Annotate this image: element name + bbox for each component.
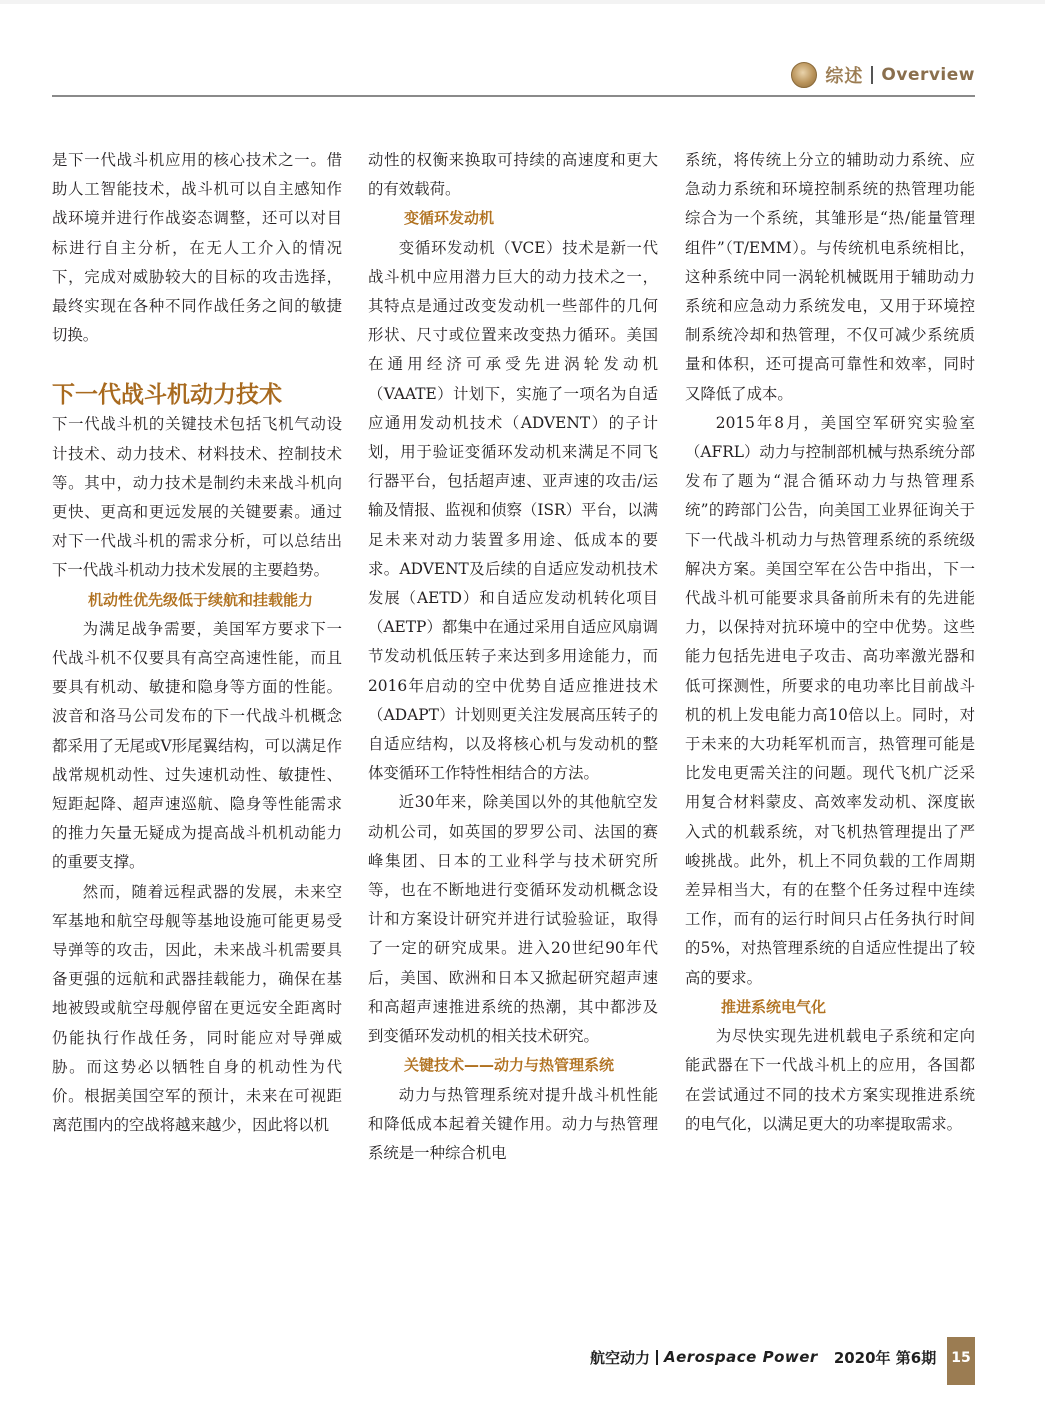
paragraph: 是下一代战斗机应用的核心技术之一。借助人工智能技术，战斗机可以自主感知作战环境并进行作战姿态调整，还可以对目标进行自主分析，在无人工介入的情况下，完成对威胁较大的目标的攻击选择，最终实现在各种不同作战任务之间的敏捷切换。 bbox=[52, 151, 342, 345]
section-title-en: Overview bbox=[881, 65, 975, 85]
paragraph: 为尽快实现先进机载电子系统和定向能武器在下一代战斗机上的应用，各国都在尝试通过不同的技术方案实现推进系统的电气化，以满足更大的功率提取需求。 bbox=[685, 1027, 975, 1133]
subsection-heading: 关键技术——动力与热管理系统 bbox=[404, 1056, 615, 1075]
header-rule bbox=[52, 95, 975, 97]
journal-name-cn: 航空动力 bbox=[590, 1348, 651, 1367]
subsection-heading: 机动性优先级低于续航和挂载能力 bbox=[88, 590, 314, 609]
section-title-cn: 综述 bbox=[825, 66, 864, 87]
paragraph: 变循环发动机（VCE）技术是新一代战斗机中应用潜力巨大的动力技术之一，其特点是通过改变发动机一些部件的几何形状、尺寸或位置来改变热力循环。美国在通用经济可承受先进涡轮发动机（VAATE）计划下，实施了一项名为自适应通用发动机技术（ADVENT）的子计划，用于验证变循环发动机来满足不同飞行器平台，包括超声速、亚声速的攻击/运输及情报、监视和侦察（ISR）平台，以满足未来对动力装置多用途、低成本的要求。ADVENT及后续的自适应发动机技术发展（AETD）和自适应发动机转化项目（AETP）都集中在通过采用自适应风扇调节发动机低压转子来达到多用途能力，而2016年启动的空中优势自适应推进技术（ADAPT）计划则更关注发展高压转子的自适应结构，以及将核心机与发动机的整体变循环工作特性相结合的方法。 bbox=[368, 238, 658, 783]
subsection-heading: 推进系统电气化 bbox=[721, 997, 827, 1016]
section-heading: 下一代战斗机动力技术 bbox=[52, 382, 282, 409]
paragraph: 动性的权衡来换取可持续的高速度和更大的有效载荷。 bbox=[368, 151, 658, 199]
page-footer bbox=[590, 1342, 936, 1372]
issue-label: 2020年 第6期 bbox=[833, 1348, 937, 1367]
paragraph: 2015年8月，美国空军研究实验室（AFRL）动力与控制部机械与热系统分部发布了题为“混合循环动力与热管理系统”的跨部门公告，向美国工业界征询关于下一代战斗机动力与热管理系统的系统级解决方案。美国空军在公告中指出，下一代战斗机可能要求具备前所未有的先进能力，以保持对抗环境中的空中优势。这些能力包括先进电子攻击、高功率激光器和低可探测性，所要求的电功率比目前战斗机的机上发电能力高10倍以上。同时，对于未来的大功耗军机而言，热管理可能是比发电更需关注的问题。现代飞机广泛采用复合材料蒙皮、高效率发动机、深度嵌入式的机载系统，对飞机热管理提出了严峻挑战。此外，机上不同负载的工作周期差异相当大，有的在整个任务过程中连续工作，而有的运行时间只占任务执行时间的5%，对热管理系统的自适应性提出了较高的要求。 bbox=[685, 413, 975, 987]
text-column-1 bbox=[52, 146, 342, 1141]
section-divider bbox=[871, 66, 873, 84]
paragraph: 动力与热管理系统对提升战斗机性能和降低成本起着关键作用。动力与热管理系统是一种综合机电 bbox=[368, 1085, 658, 1162]
paragraph: 近30年来，除美国以外的其他航空发动机公司，如英国的罗罗公司、法国的赛峰集团、日本的工业科学与技术研究所等，也在不断地进行变循环发动机概念设计和方案设计研究并进行试验验证，取得了一定的研究成果。进入20世纪90年代后，美国、欧洲和日本又掀起研究超声速和高超声速推进系统的热潮，其中都涉及到变循环发动机的相关技术研究。 bbox=[368, 793, 658, 1046]
text-column-2 bbox=[368, 146, 658, 1168]
text-column-3 bbox=[685, 146, 975, 1139]
journal-seal-icon bbox=[791, 62, 817, 88]
section-header bbox=[791, 60, 975, 90]
paragraph: 为满足战争需要，美国军方要求下一代战斗机不仅要具有高空高速性能，而且要具有机动、敏捷和隐身等方面的性能。波音和洛马公司发布的下一代战斗机概念都采用了无尾或V形尾翼结构，可以满足作战常规机动性、过失速机动性、敏捷性、短距起降、超声速巡航、隐身等性能需求的推力矢量无疑成为提高战斗机机动能力的重要支撑。 bbox=[52, 619, 342, 872]
footer-divider bbox=[656, 1350, 658, 1365]
page-number: 15 bbox=[947, 1337, 975, 1385]
paragraph: 下一代战斗机的关键技术包括飞机气动设计技术、动力技术、材料技术、控制技术等。其中，动力技术是制约未来战斗机向更快、更高和更远发展的关键要素。通过对下一代战斗机的需求分析，可以总结出下一代战斗机动力技术发展的主要趋势。 bbox=[52, 415, 342, 580]
journal-name-en: Aerospace Power bbox=[664, 1348, 818, 1366]
subsection-heading: 变循环发动机 bbox=[404, 209, 495, 228]
top-rule bbox=[0, 0, 1045, 4]
paragraph: 然而，随着远程武器的发展，未来空军基地和航空母舰等基地设施可能更易受导弹等的攻击，因此，未来战斗机需要具备更强的远航和武器挂载能力，确保在基地被毁或航空母舰停留在更远安全距离时仍能执行作战任务，同时能应对导弹威胁。而这势必以牺牲自身的机动性为代价。根据美国空军的预计，未来在可视距离范围内的空战将越来越少，因此将以机 bbox=[52, 882, 342, 1135]
paragraph: 系统，将传统上分立的辅助动力系统、应急动力系统和环境控制系统的热管理功能综合为一个系统，其雏形是“热/能量管理组件”（T/EMM）。与传统机电系统相比，这种系统中同一涡轮机械既用于辅助动力系统和应急动力系统发电，又用于环境控制系统冷却和热管理，不仅可减少系统质量和体积，还可提高可靠性和效率，同时又降低了成本。 bbox=[685, 151, 975, 403]
